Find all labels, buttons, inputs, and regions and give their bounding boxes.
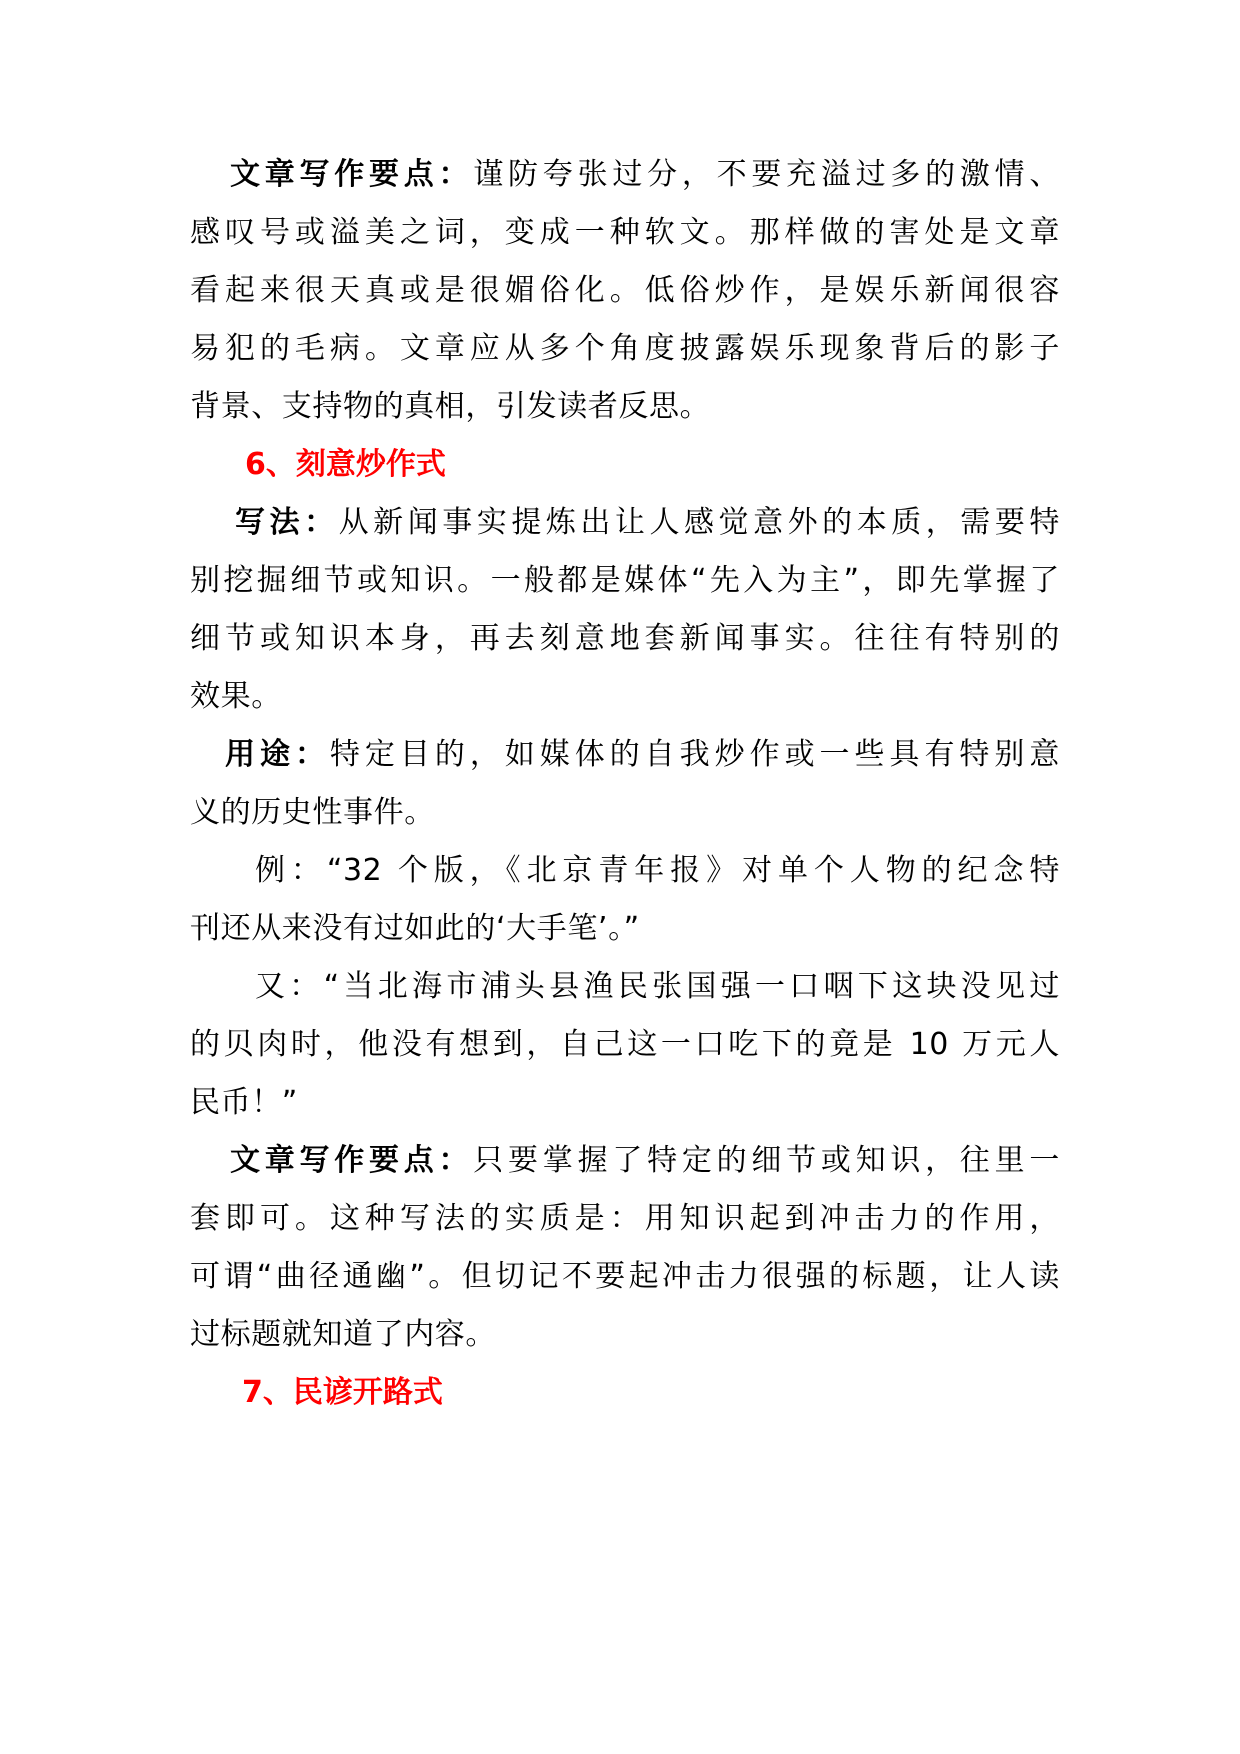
text-span: 只要掌握了特定的细节或知识，往里一 — [473, 1143, 1060, 1178]
paragraph-line: 又：“当北海市浦头县渔民张国强一口咽下这块没见过 — [255, 969, 1060, 1004]
paragraph-line: 例：“32 个版，《北京青年报》对单个人物的纪念特 — [255, 853, 1060, 888]
section-heading-6: 6、刻意炒作式 — [245, 447, 446, 482]
paragraph-line: 刊还从来没有过如此的‘大手笔’。” — [190, 911, 640, 946]
paragraph-line: 可谓“曲径通幽”。但切记不要起冲击力很强的标题，让人读 — [190, 1259, 1060, 1294]
text-span: 从新闻事实提炼出让人感觉意外的本质，需要特 — [338, 505, 1060, 540]
bold-label: 用途： — [225, 737, 330, 772]
paragraph-line: 易犯的毛病。文章应从多个角度披露娱乐现象背后的影子 — [190, 331, 1060, 366]
section-heading-7: 7、民谚开路式 — [242, 1375, 443, 1410]
paragraph-line: 套即可。这种写法的实质是：用知识起到冲击力的作用， — [190, 1201, 1060, 1236]
bold-label: 写法： — [235, 505, 339, 540]
paragraph-line: 细节或知识本身，再去刻意地套新闻事实。往往有特别的 — [190, 621, 1060, 656]
bold-label: 文章写作要点： — [230, 157, 474, 192]
paragraph-line: 感叹号或溢美之词，变成一种软文。那样做的害处是文章 — [190, 215, 1060, 250]
paragraph-line: 的贝肉时，他没有想到，自己这一口吃下的竟是 10 万元人 — [190, 1027, 1060, 1062]
paragraph-line — [190, 155, 1060, 195]
text-span: 特定目的，如媒体的自我炒作或一些具有特别意 — [329, 737, 1060, 772]
text-span: 谨防夸张过分，不要充溢过多的激情、 — [473, 157, 1060, 192]
paragraph-line: 背景、支持物的真相，引发读者反思。 — [190, 389, 711, 424]
paragraph-line: 效果。 — [190, 679, 282, 714]
paragraph-line — [190, 503, 1060, 543]
paragraph-line: 看起来很天真或是很媚俗化。低俗炒作，是娱乐新闻很容 — [190, 273, 1060, 308]
paragraph-line: 民币！” — [190, 1085, 298, 1120]
paragraph-line — [190, 1141, 1060, 1181]
paragraph-line: 过标题就知道了内容。 — [190, 1317, 496, 1352]
paragraph-line — [190, 735, 1060, 775]
paragraph-line: 别挖掘细节或知识。一般都是媒体“先入为主”，即先掌握了 — [190, 563, 1060, 598]
paragraph-line: 义的历史性事件。 — [190, 795, 435, 830]
bold-label: 文章写作要点： — [230, 1143, 474, 1178]
